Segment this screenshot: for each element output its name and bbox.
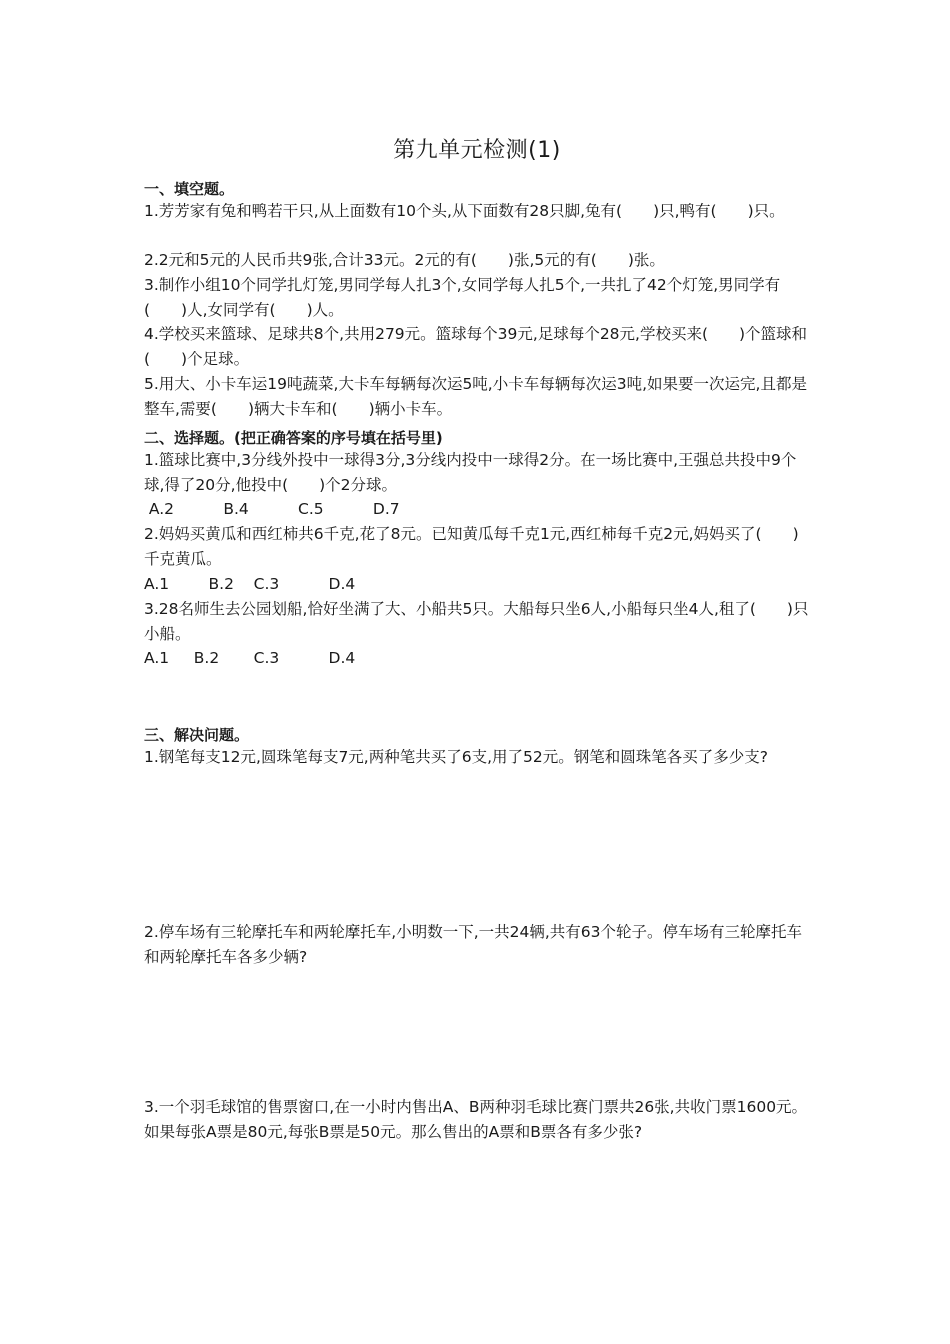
problem-1: 1.钢笔每支12元,圆珠笔每支7元,两种笔共买了6支,用了52元。钢笔和圆珠笔各买了多少支?: [144, 748, 768, 766]
choice-question-1: 1.篮球比赛中,3分线外投中一球得3分,3分线内投中一球得2分。在一场比赛中,王强总共投中9个球,得了20分,他投中( )个2分球。: [144, 451, 797, 494]
fill-question-2: 2.2元和5元的人民币共9张,合计33元。2元的有( )张,5元的有( )张。: [144, 251, 665, 269]
choice-question-2-options: A.1 B.2 C.3 D.4: [144, 575, 356, 593]
fill-question-3: 3.制作小组10个同学扎灯笼,男同学每人扎3个,女同学每人扎5个,一共扎了42个灯笼,男同学有( )人,女同学有( )人。: [144, 276, 781, 319]
section-3-heading: 三、解决问题。: [144, 726, 250, 744]
fill-question-5: 5.用大、小卡车运19吨蔬菜,大卡车每辆每次运5吨,小卡车每辆每次运3吨,如果要一次运完,且都是整车,需要( )辆大卡车和( )辆小卡车。: [144, 375, 807, 418]
choice-question-1-options: A.2 B.4 C.5 D.7: [144, 500, 400, 518]
choice-question-2: 2.妈妈买黄瓜和西红柿共6千克,花了8元。已知黄瓜每千克1元,西红柿每千克2元,妈妈买了( )千克黄瓜。: [144, 525, 799, 568]
problem-2: 2.停车场有三轮摩托车和两轮摩托车,小明数一下,一共24辆,共有63个轮子。停车场有三轮摩托车和两轮摩托车各多少辆?: [144, 923, 803, 966]
fill-question-1: 1.芳芳家有兔和鸭若干只,从上面数有10个头,从下面数有28只脚,兔有( )只,鸭有( )只。: [144, 202, 785, 220]
page-title: 第九单元检测(1): [393, 138, 561, 163]
choice-question-3-options: A.1 B.2 C.3 D.4: [144, 649, 356, 667]
fill-question-4: 4.学校买来篮球、足球共8个,共用279元。篮球每个39元,足球每个28元,学校买来( )个篮球和( )个足球。: [144, 325, 808, 368]
choice-question-3: 3.28名师生去公园划船,恰好坐满了大、小船共5只。大船每只坐6人,小船每只坐4人,租了( )只小船。: [144, 600, 809, 643]
section-2-heading: 二、选择题。(把正确答案的序号填在括号里): [144, 429, 443, 447]
problem-3: 3.一个羽毛球馆的售票窗口,在一小时内售出A、B两种羽毛球比赛门票共26张,共收门票1600元。如果每张A票是80元,每张B票是50元。那么售出的A票和B票各有多少张?: [144, 1098, 808, 1141]
section-1-heading: 一、填空题。: [144, 180, 235, 198]
